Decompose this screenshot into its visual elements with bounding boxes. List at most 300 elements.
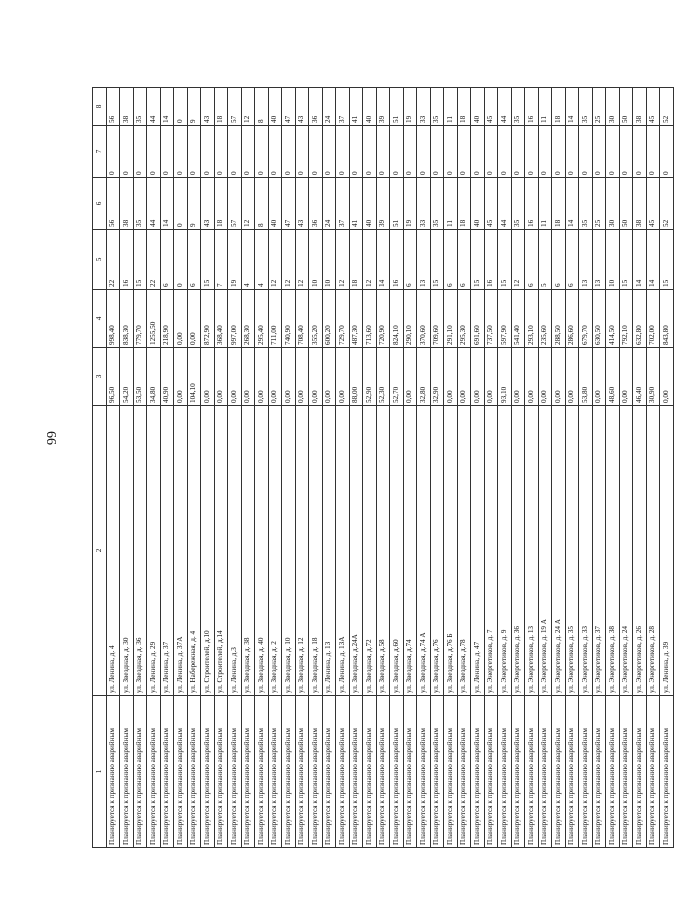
status-cell: Планируется к признанию аварийным: [241, 696, 255, 848]
value3-cell: 0,00: [309, 348, 323, 406]
header-cell: 3: [93, 348, 107, 406]
value6-cell: 30: [606, 178, 620, 230]
status-cell: Планируется к признанию аварийным: [646, 696, 660, 848]
value6-cell: 14: [565, 178, 579, 230]
value7-cell: 0: [538, 126, 552, 178]
value5-cell: 22: [147, 230, 161, 290]
address-cell: ул. Строителей, д.10: [201, 406, 215, 696]
status-cell: Планируется к признанию аварийным: [484, 696, 498, 848]
value5-cell: 12: [282, 230, 296, 290]
address-cell: ул. Звездная, д. 12: [295, 406, 309, 696]
value6-cell: 45: [484, 178, 498, 230]
area-cell: 632,80: [633, 290, 647, 348]
table-row: [390, 88, 404, 848]
value7-cell: 0: [106, 126, 120, 178]
value6-cell: 19: [403, 178, 417, 230]
value3-cell: 0,00: [457, 348, 471, 406]
table-row: [349, 88, 363, 848]
value8-cell: 57: [228, 88, 242, 126]
address-cell: ул. Энергетиков, д. 24 А: [552, 406, 566, 696]
value7-cell: 0: [606, 126, 620, 178]
value3-cell: 104,10: [187, 348, 201, 406]
value6-cell: 18: [552, 178, 566, 230]
status-cell: Планируется к признанию аварийным: [295, 696, 309, 848]
table-row: [633, 88, 647, 848]
value5-cell: 6: [187, 230, 201, 290]
value7-cell: 0: [417, 126, 431, 178]
table-row: [214, 88, 228, 848]
area-cell: 235,60: [538, 290, 552, 348]
value3-cell: 0,00: [619, 348, 633, 406]
value5-cell: 6: [160, 230, 174, 290]
address-cell: ул. Звездная, д. 18: [309, 406, 323, 696]
table-row: [592, 88, 606, 848]
address-cell: ул. Строителей, д.14: [214, 406, 228, 696]
value8-cell: 40: [363, 88, 377, 126]
status-cell: Планируется к признанию аварийным: [660, 696, 674, 848]
value5-cell: 14: [376, 230, 390, 290]
value7-cell: 0: [309, 126, 323, 178]
value7-cell: 0: [255, 126, 269, 178]
value5-cell: 12: [511, 230, 525, 290]
value3-cell: 54,20: [120, 348, 134, 406]
status-cell: Планируется к признанию аварийным: [174, 696, 188, 848]
area-cell: 288,50: [552, 290, 566, 348]
value5-cell: 15: [619, 230, 633, 290]
value3-cell: 52,30: [376, 348, 390, 406]
area-cell: 792,10: [619, 290, 633, 348]
address-cell: ул. Звездная, д.74: [403, 406, 417, 696]
area-cell: 600,20: [322, 290, 336, 348]
value6-cell: 37: [336, 178, 350, 230]
value6-cell: 43: [295, 178, 309, 230]
value8-cell: 35: [511, 88, 525, 126]
value6-cell: 43: [201, 178, 215, 230]
address-cell: ул. Ленина, д. 13: [322, 406, 336, 696]
value8-cell: 38: [120, 88, 134, 126]
value7-cell: 0: [498, 126, 512, 178]
value8-cell: 37: [336, 88, 350, 126]
value3-cell: 0,00: [592, 348, 606, 406]
status-cell: Планируется к признанию аварийным: [160, 696, 174, 848]
value5-cell: 0: [174, 230, 188, 290]
value7-cell: 0: [579, 126, 593, 178]
value7-cell: 0: [322, 126, 336, 178]
value5-cell: 16: [120, 230, 134, 290]
address-cell: ул. Звездная, д.78: [457, 406, 471, 696]
table-row: [363, 88, 377, 848]
header-cell: 8: [93, 88, 107, 126]
value7-cell: 0: [511, 126, 525, 178]
table-row: [376, 88, 390, 848]
status-cell: Планируется к признанию аварийным: [363, 696, 377, 848]
value6-cell: 45: [646, 178, 660, 230]
value8-cell: 16: [525, 88, 539, 126]
value3-cell: 0,00: [660, 348, 674, 406]
value6-cell: 56: [106, 178, 120, 230]
value7-cell: 0: [430, 126, 444, 178]
value8-cell: 40: [268, 88, 282, 126]
table-row: [120, 88, 134, 848]
value8-cell: 41: [349, 88, 363, 126]
status-cell: Планируется к признанию аварийным: [457, 696, 471, 848]
value3-cell: 0,00: [255, 348, 269, 406]
address-cell: ул. Звездная, д.72: [363, 406, 377, 696]
address-cell: ул. Звездная, д.76 Б: [444, 406, 458, 696]
table-row: [282, 88, 296, 848]
area-cell: 414,50: [606, 290, 620, 348]
table-row: [295, 88, 309, 848]
address-cell: ул. Ленина, д. 29: [147, 406, 161, 696]
value6-cell: 14: [160, 178, 174, 230]
value7-cell: 0: [241, 126, 255, 178]
status-cell: Планируется к признанию аварийным: [552, 696, 566, 848]
value7-cell: 0: [484, 126, 498, 178]
status-cell: Планируется к признанию аварийным: [255, 696, 269, 848]
header-cell: 4: [93, 290, 107, 348]
value6-cell: 33: [417, 178, 431, 230]
value5-cell: 6: [444, 230, 458, 290]
table-row: [106, 88, 120, 848]
table-row: [309, 88, 323, 848]
value3-cell: 0,00: [214, 348, 228, 406]
table-rotation-frame: [92, 88, 670, 848]
value3-cell: 0,00: [525, 348, 539, 406]
value5-cell: 15: [201, 230, 215, 290]
value8-cell: 25: [592, 88, 606, 126]
table-row: [133, 88, 147, 848]
value7-cell: 0: [349, 126, 363, 178]
address-cell: ул. Ленина, д. 13А: [336, 406, 350, 696]
value8-cell: 33: [417, 88, 431, 126]
value5-cell: 12: [363, 230, 377, 290]
address-cell: ул. Набережная, д. 4: [187, 406, 201, 696]
value3-cell: 0,00: [241, 348, 255, 406]
value3-cell: 32,80: [417, 348, 431, 406]
value5-cell: 15: [430, 230, 444, 290]
value5-cell: 22: [106, 230, 120, 290]
value8-cell: 44: [147, 88, 161, 126]
table-row: [660, 88, 674, 848]
area-cell: 779,70: [133, 290, 147, 348]
value8-cell: 35: [430, 88, 444, 126]
value6-cell: 40: [363, 178, 377, 230]
value5-cell: 10: [322, 230, 336, 290]
housing-table: [92, 87, 674, 848]
value5-cell: 15: [133, 230, 147, 290]
value3-cell: 52,90: [363, 348, 377, 406]
value6-cell: 39: [376, 178, 390, 230]
value8-cell: 0: [174, 88, 188, 126]
status-cell: Планируется к признанию аварийным: [336, 696, 350, 848]
page-number: 66: [43, 431, 58, 445]
status-cell: Планируется к признанию аварийным: [633, 696, 647, 848]
value5-cell: 19: [228, 230, 242, 290]
status-cell: Планируется к признанию аварийным: [498, 696, 512, 848]
address-cell: ул. Энергетиков, д. 24: [619, 406, 633, 696]
rotated-table-container: [92, 88, 670, 848]
table-row: [160, 88, 174, 848]
value7-cell: 0: [363, 126, 377, 178]
status-cell: Планируется к признанию аварийным: [133, 696, 147, 848]
value5-cell: 16: [484, 230, 498, 290]
value3-cell: 0,00: [471, 348, 485, 406]
value6-cell: 38: [120, 178, 134, 230]
header-cell: 7: [93, 126, 107, 178]
value3-cell: 0,00: [174, 348, 188, 406]
address-cell: ул. Энергетиков, д. 28: [646, 406, 660, 696]
table-row: [606, 88, 620, 848]
area-cell: 286,60: [565, 290, 579, 348]
value5-cell: 15: [498, 230, 512, 290]
status-cell: Планируется к признанию аварийным: [309, 696, 323, 848]
table-row: [241, 88, 255, 848]
value8-cell: 39: [376, 88, 390, 126]
value8-cell: 43: [201, 88, 215, 126]
value5-cell: 13: [579, 230, 593, 290]
status-cell: Планируется к признанию аварийным: [444, 696, 458, 848]
status-cell: Планируется к признанию аварийным: [592, 696, 606, 848]
address-cell: ул. Ленина, д. 47: [471, 406, 485, 696]
area-cell: 720,90: [376, 290, 390, 348]
address-cell: ул. Звездная, д.74 А: [417, 406, 431, 696]
value7-cell: 0: [120, 126, 134, 178]
address-cell: ул. Энергетиков, д. 9: [498, 406, 512, 696]
value5-cell: 4: [255, 230, 269, 290]
value8-cell: 47: [282, 88, 296, 126]
value8-cell: 8: [255, 88, 269, 126]
area-cell: 0,00: [187, 290, 201, 348]
table-row: [525, 88, 539, 848]
area-cell: 355,20: [309, 290, 323, 348]
value6-cell: 47: [282, 178, 296, 230]
value6-cell: 12: [241, 178, 255, 230]
value7-cell: 0: [187, 126, 201, 178]
status-cell: Планируется к признанию аварийным: [390, 696, 404, 848]
area-cell: 1255,50: [147, 290, 161, 348]
value7-cell: 0: [646, 126, 660, 178]
value3-cell: 34,80: [147, 348, 161, 406]
value3-cell: 0,00: [336, 348, 350, 406]
value8-cell: 11: [444, 88, 458, 126]
value7-cell: 0: [457, 126, 471, 178]
value7-cell: 0: [525, 126, 539, 178]
area-cell: 370,60: [417, 290, 431, 348]
value3-cell: 88,00: [349, 348, 363, 406]
value8-cell: 11: [538, 88, 552, 126]
area-cell: 268,30: [241, 290, 255, 348]
area-cell: 691,60: [471, 290, 485, 348]
value7-cell: 0: [133, 126, 147, 178]
area-cell: 997,00: [228, 290, 242, 348]
status-cell: Планируется к признанию аварийным: [187, 696, 201, 848]
status-cell: Планируется к признанию аварийным: [565, 696, 579, 848]
value8-cell: 45: [646, 88, 660, 126]
value5-cell: 6: [525, 230, 539, 290]
value5-cell: 15: [471, 230, 485, 290]
address-cell: ул. Звездная, д.60: [390, 406, 404, 696]
value3-cell: 30,90: [646, 348, 660, 406]
area-cell: 711,00: [268, 290, 282, 348]
value6-cell: 38: [633, 178, 647, 230]
header-cell: 2: [93, 406, 107, 696]
address-cell: ул. Энергетиков, д. 13: [525, 406, 539, 696]
table-row: [538, 88, 552, 848]
table-row: [484, 88, 498, 848]
table-row: [498, 88, 512, 848]
value7-cell: 0: [633, 126, 647, 178]
status-cell: Планируется к признанию аварийным: [214, 696, 228, 848]
value8-cell: 18: [552, 88, 566, 126]
value5-cell: 6: [565, 230, 579, 290]
table-row: [565, 88, 579, 848]
table-row: [471, 88, 485, 848]
table-row: [187, 88, 201, 848]
value6-cell: 51: [390, 178, 404, 230]
value5-cell: 5: [538, 230, 552, 290]
value8-cell: 50: [619, 88, 633, 126]
header-row: [93, 88, 107, 848]
value6-cell: 57: [228, 178, 242, 230]
header-cell: 1: [93, 696, 107, 848]
value6-cell: 9: [187, 178, 201, 230]
value7-cell: 0: [282, 126, 296, 178]
status-cell: Планируется к признанию аварийным: [511, 696, 525, 848]
value6-cell: 50: [619, 178, 633, 230]
value5-cell: 16: [390, 230, 404, 290]
address-cell: ул. Энергетиков, д. 36: [511, 406, 525, 696]
header-cell: 6: [93, 178, 107, 230]
address-cell: ул. Ленина, д. 37А: [174, 406, 188, 696]
area-cell: 843,80: [660, 290, 674, 348]
value6-cell: 35: [133, 178, 147, 230]
address-cell: ул. Энергетиков, д. 37: [592, 406, 606, 696]
address-cell: ул. Звездная, д. 38: [241, 406, 255, 696]
value3-cell: 0,00: [403, 348, 417, 406]
status-cell: Планируется к признанию аварийным: [147, 696, 161, 848]
address-cell: ул. Звездная, д. 36: [133, 406, 147, 696]
status-cell: Планируется к признанию аварийным: [525, 696, 539, 848]
area-cell: 291,10: [444, 290, 458, 348]
value8-cell: 45: [484, 88, 498, 126]
value6-cell: 52: [660, 178, 674, 230]
value3-cell: 0,00: [295, 348, 309, 406]
value3-cell: 0,00: [484, 348, 498, 406]
header-cell: 5: [93, 230, 107, 290]
address-cell: ул. Энергетиков, д. 35: [565, 406, 579, 696]
value3-cell: 0,00: [511, 348, 525, 406]
status-cell: Планируется к признанию аварийным: [349, 696, 363, 848]
area-cell: 487,30: [349, 290, 363, 348]
area-cell: 293,10: [525, 290, 539, 348]
value5-cell: 6: [457, 230, 471, 290]
value7-cell: 0: [660, 126, 674, 178]
value3-cell: 32,90: [430, 348, 444, 406]
value7-cell: 0: [403, 126, 417, 178]
area-cell: 295,40: [255, 290, 269, 348]
value6-cell: 40: [268, 178, 282, 230]
value8-cell: 12: [241, 88, 255, 126]
address-cell: ул. Ленина, д.3: [228, 406, 242, 696]
area-cell: 740,90: [282, 290, 296, 348]
value7-cell: 0: [201, 126, 215, 178]
value8-cell: 38: [633, 88, 647, 126]
area-cell: 290,10: [403, 290, 417, 348]
value3-cell: 48,60: [606, 348, 620, 406]
status-cell: Планируется к признанию аварийным: [120, 696, 134, 848]
status-cell: Планируется к признанию аварийным: [538, 696, 552, 848]
area-cell: 702,00: [646, 290, 660, 348]
area-cell: 630,50: [592, 290, 606, 348]
value7-cell: 0: [228, 126, 242, 178]
table-row: [417, 88, 431, 848]
value7-cell: 0: [444, 126, 458, 178]
value5-cell: 15: [660, 230, 674, 290]
value7-cell: 0: [552, 126, 566, 178]
value5-cell: 4: [241, 230, 255, 290]
value6-cell: 18: [457, 178, 471, 230]
address-cell: ул. Звездная, д.58: [376, 406, 390, 696]
address-cell: ул. Энергетиков, д. 33: [579, 406, 593, 696]
value8-cell: 14: [565, 88, 579, 126]
value7-cell: 0: [214, 126, 228, 178]
status-cell: Планируется к признанию аварийным: [430, 696, 444, 848]
value5-cell: 13: [417, 230, 431, 290]
address-cell: ул. Звездная, д.76: [430, 406, 444, 696]
status-cell: Планируется к признанию аварийным: [268, 696, 282, 848]
table-row: [457, 88, 471, 848]
value6-cell: 40: [471, 178, 485, 230]
value5-cell: 7: [214, 230, 228, 290]
value3-cell: 40,90: [160, 348, 174, 406]
address-cell: ул. Ленина, д. 39: [660, 406, 674, 696]
value3-cell: 0,00: [538, 348, 552, 406]
value8-cell: 35: [579, 88, 593, 126]
value7-cell: 0: [295, 126, 309, 178]
status-cell: Планируется к признанию аварийным: [471, 696, 485, 848]
value5-cell: 6: [403, 230, 417, 290]
value6-cell: 0: [174, 178, 188, 230]
value6-cell: 36: [309, 178, 323, 230]
value5-cell: 6: [552, 230, 566, 290]
status-cell: Планируется к признанию аварийным: [322, 696, 336, 848]
value8-cell: 24: [322, 88, 336, 126]
status-cell: Планируется к признанию аварийным: [228, 696, 242, 848]
value6-cell: 25: [592, 178, 606, 230]
address-cell: ул. Звездная, д. 2: [268, 406, 282, 696]
value6-cell: 44: [147, 178, 161, 230]
area-cell: 218,90: [160, 290, 174, 348]
area-cell: 713,60: [363, 290, 377, 348]
area-cell: 679,70: [579, 290, 593, 348]
value8-cell: 18: [457, 88, 471, 126]
value3-cell: 53,50: [133, 348, 147, 406]
value7-cell: 0: [471, 126, 485, 178]
status-cell: Планируется к признанию аварийным: [579, 696, 593, 848]
value3-cell: 53,80: [579, 348, 593, 406]
address-cell: ул. Ленина, д. 37: [160, 406, 174, 696]
address-cell: ул. Звездная, д. 40: [255, 406, 269, 696]
area-cell: 708,40: [295, 290, 309, 348]
value8-cell: 9: [187, 88, 201, 126]
table-row: [322, 88, 336, 848]
value3-cell: 0,00: [228, 348, 242, 406]
value5-cell: 12: [295, 230, 309, 290]
value7-cell: 0: [268, 126, 282, 178]
value5-cell: 10: [606, 230, 620, 290]
value6-cell: 35: [511, 178, 525, 230]
value5-cell: 13: [592, 230, 606, 290]
